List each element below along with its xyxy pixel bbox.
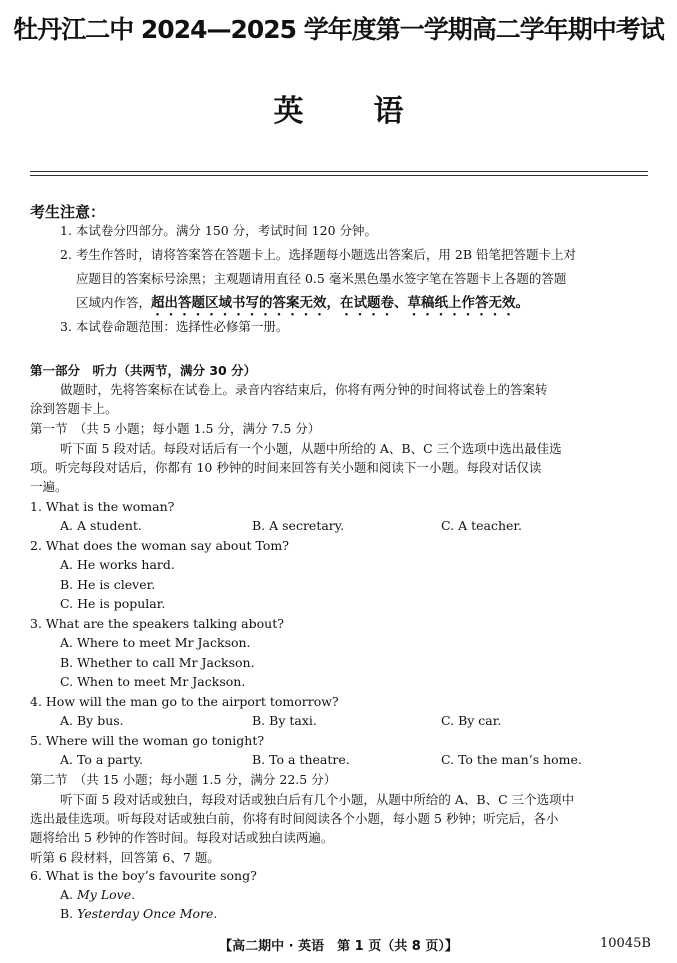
- divider-bottom: [30, 175, 648, 176]
- material-6-instruction: 听第 6 段材料，回答第 6、7 题。: [30, 850, 220, 865]
- question-6-option-b-text: Yesterday Once More.: [77, 906, 218, 921]
- question-6-option-b-label: B.: [60, 906, 74, 921]
- question-3-option-c: C. When to meet Mr Jackson.: [60, 674, 246, 689]
- question-4-option-c: C. By car.: [441, 713, 502, 728]
- question-3-option-b: B. Whether to call Mr Jackson.: [60, 655, 255, 670]
- part1-intro-line-1: 做题时，先将答案标在试卷上。录音内容结束后，你将有两分钟的时间将试卷上的答案转: [60, 382, 548, 397]
- page-footer: 【高二期中 · 英语 第 1 页（共 8 页）】: [219, 939, 458, 954]
- section2-directions-line-2: 选出最佳选项。听每段对话或独白前，你将有时间阅读各个小题，每小题 5 秒钟；听完后，各小: [30, 811, 559, 826]
- question-4-option-b: B. By taxi.: [252, 713, 317, 728]
- section2-directions-line-1: 听下面 5 段对话或独白，每段对话或独白后有几个小题，从题中所给的 A、B、C 三个选项中: [60, 792, 575, 807]
- question-2-stem: 2. What does the woman say about Tom?: [30, 538, 289, 553]
- question-5-stem: 5. Where will the woman go tonight?: [30, 733, 265, 748]
- question-6-stem: 6. What is the boy’s favourite song?: [30, 868, 257, 883]
- section1-directions-line-2: 项。听完每段对话后，你都有 10 秒钟的时间来回答有关小题和阅读下一小题。每段对话仅读: [30, 460, 542, 475]
- section1-directions-line-1: 听下面 5 段对话。每段对话后有一个小题，从题中所给的 A、B、C 三个选项中选出最佳选: [60, 441, 562, 456]
- question-5-option-c: C. To the man’s home.: [441, 752, 582, 767]
- question-6-option-b: [60, 906, 217, 921]
- part1-intro-line-2: 涂到答题卡上。: [30, 401, 118, 416]
- question-5-option-a: A. To a party.: [60, 752, 144, 767]
- notice-item-2-line-1: 2. 考生作答时，请将答案答在答题卡上。选择题每小题选出答案后，用 2B 铅笔把答题卡上对: [60, 247, 576, 262]
- question-2-option-a: A. He works hard.: [60, 557, 175, 572]
- question-1-option-b: B. A secretary.: [252, 518, 345, 533]
- paper-code: 10045B: [600, 936, 651, 951]
- notice-item-2-line-3: [76, 294, 529, 319]
- question-2-option-c: C. He is popular.: [60, 596, 166, 611]
- notice-item-1: 1. 本试卷分四部分。满分 150 分，考试时间 120 分钟。: [60, 223, 378, 238]
- notice-heading: 考生注意：: [30, 203, 106, 221]
- question-3-option-a: A. Where to meet Mr Jackson.: [60, 635, 251, 650]
- notice-item-2-line-2: 应题目的答案标号涂黑；主观题请用直径 0.5 毫米黑色墨水签字笔在答题卡上各题的答题: [76, 271, 567, 286]
- exam-title: 牡丹江二中 2024—2025 学年度第一学期高二学年期中考试: [13, 15, 664, 44]
- question-5-option-b: B. To a theatre.: [252, 752, 350, 767]
- question-3-stem: 3. What are the speakers talking about?: [30, 616, 284, 631]
- notice-item-3: 3. 本试卷命题范围：选择性必修第一册。: [60, 319, 289, 334]
- section1-directions-line-3: 一遍。: [30, 479, 68, 494]
- part1-heading: 第一部分 听力（共两节，满分 30 分）: [30, 363, 257, 378]
- notice-emphasis: 超出答题区域书写的答案无效，在试题卷、草稿纸上作答无效。: [151, 295, 530, 311]
- question-6-option-a-label: A.: [60, 887, 74, 902]
- question-4-stem: 4. How will the man go to the airport tomorrow?: [30, 694, 339, 709]
- question-4-option-a: A. By bus.: [60, 713, 124, 728]
- section1-heading: 第一节 （共 5 小题；每小题 1.5 分，满分 7.5 分）: [30, 421, 321, 436]
- subject-title: 英语: [273, 94, 474, 129]
- question-6-option-a-text: My Love.: [77, 887, 136, 902]
- divider-top: [30, 171, 648, 172]
- notice-item-2-line-3-text: 区域内作答，: [76, 295, 152, 310]
- question-2-option-b: B. He is clever.: [60, 577, 156, 592]
- question-1-stem: 1. What is the woman?: [30, 499, 175, 514]
- question-1-option-c: C. A teacher.: [441, 518, 522, 533]
- question-6-option-a: [60, 887, 135, 902]
- section2-heading: 第二节 （共 15 小题；每小题 1.5 分，满分 22.5 分）: [30, 772, 337, 787]
- question-1-option-a: A. A student.: [60, 518, 142, 533]
- section2-directions-line-3: 题将给出 5 秒钟的作答时间。每段对话或独白读两遍。: [30, 830, 334, 845]
